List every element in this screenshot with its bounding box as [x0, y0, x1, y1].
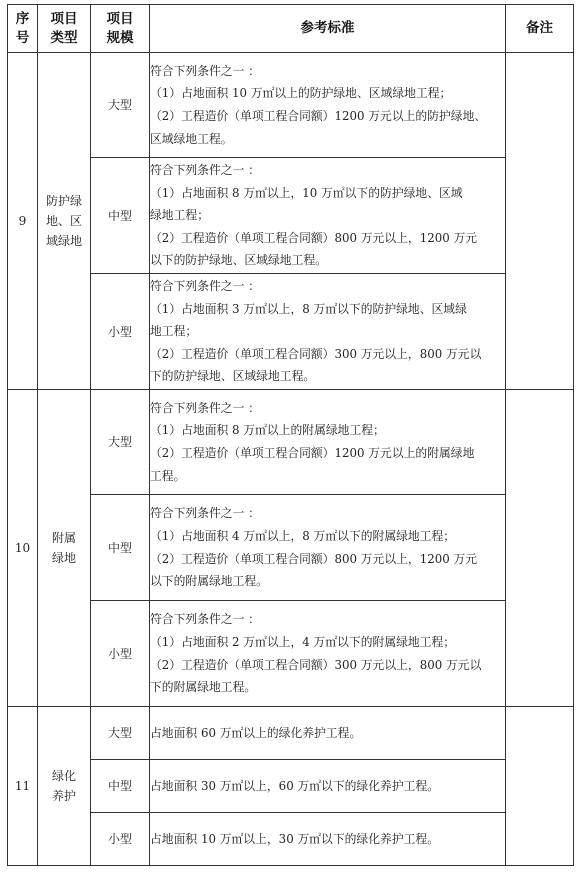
standard-line: 以下的附属绿地工程。 — [150, 574, 268, 589]
header-row — [8, 5, 574, 53]
header-note: 备注 — [506, 5, 574, 53]
table-row — [8, 495, 574, 601]
standard-line: 占地面积 60 万㎡以上的绿化养护工程。 — [150, 725, 362, 740]
project-type-line: 地、区 — [45, 214, 82, 228]
project-type-line: 防护绿 — [45, 194, 82, 208]
project-scale-cell: 大型 — [91, 390, 150, 495]
standard-cell — [150, 158, 506, 274]
standard-line: 区域绿地工程。 — [150, 131, 233, 146]
table-body — [8, 53, 574, 866]
table-row — [8, 274, 574, 390]
project-scale-cell: 大型 — [91, 707, 150, 760]
seq-cell: 11 — [8, 707, 38, 866]
standard-cell — [150, 390, 506, 495]
standard-line: 占地面积 30 万㎡以上，60 万㎡以下的绿化养护工程。 — [150, 778, 440, 793]
standard-line: （2）工程造价（单项工程合同额）1200 万元以上的防护绿地、 — [150, 109, 487, 123]
project-type-cell — [38, 53, 91, 390]
note-cell — [506, 53, 574, 390]
project-type-cell — [38, 390, 91, 707]
standard-line: （2）工程造价（单项工程合同额）300 万元以上，800 万元以 — [150, 346, 482, 361]
standard-line: （2）工程造价（单项工程合同额）300 万元以上，800 万元以 — [150, 657, 482, 672]
standard-line: （1）占地面积 10 万㎡以上的防护绿地、区域绿地工程； — [150, 86, 452, 101]
standard-line: 符合下列条件之一 ： — [150, 400, 260, 415]
project-scale-cell: 小型 — [91, 813, 150, 866]
project-scale-cell: 中型 — [91, 495, 150, 601]
standard-line: （1）占地面积 3 万㎡以上，8 万㎡以下的防护绿地、区域绿 — [150, 301, 467, 316]
standard-line: 符合下列条件之一 ： — [150, 63, 260, 78]
standard-cell — [150, 707, 506, 760]
table-row — [8, 813, 574, 866]
project-scale-cell: 小型 — [91, 601, 150, 707]
table-row — [8, 53, 574, 158]
header-standard: 参考标准 — [150, 5, 506, 53]
table-row — [8, 601, 574, 707]
standard-line: （1）占地面积 4 万㎡以上，8 万㎡以下的附属绿地工程； — [150, 528, 456, 543]
standard-line: 下的附属绿地工程。 — [150, 680, 257, 695]
table-row — [8, 390, 574, 495]
table-row — [8, 760, 574, 813]
header-project-scale: 项目 规模 — [91, 5, 150, 53]
standard-cell — [150, 813, 506, 866]
note-cell — [506, 707, 574, 866]
header-seq: 序 号 — [8, 5, 38, 53]
seq-cell: 10 — [8, 390, 38, 707]
project-scale-cell: 小型 — [91, 274, 150, 390]
standard-line: 绿地工程； — [150, 208, 209, 223]
project-type-line: 绿地 — [51, 551, 76, 565]
project-type-line: 域绿地 — [45, 234, 82, 248]
seq-cell: 9 — [8, 53, 38, 390]
standard-line: 工程。 — [150, 468, 186, 483]
header-project-type: 项目 类型 — [38, 5, 91, 53]
table-row — [8, 158, 574, 274]
project-scale-cell: 中型 — [91, 760, 150, 813]
standard-line: （2）工程造价（单项工程合同额）800 万元以上，1200 万元 — [150, 551, 478, 566]
project-type-line: 附属 — [51, 531, 76, 545]
standard-line: 符合下列条件之一 ： — [150, 163, 260, 178]
standard-line: 下的防护绿地、区域绿地工程。 — [150, 369, 316, 384]
standard-cell — [150, 495, 506, 601]
standard-line: （1）占地面积 8 万㎡以上的附属绿地工程； — [150, 423, 385, 438]
project-type-cell — [38, 707, 91, 866]
project-type-line: 绿化 — [51, 769, 76, 783]
project-type-line: 养护 — [51, 789, 76, 803]
standard-line: 占地面积 10 万㎡以上，30 万㎡以下的绿化养护工程。 — [150, 831, 440, 846]
standard-cell — [150, 53, 506, 158]
standards-table — [7, 4, 574, 866]
standard-line: （2）工程造价（单项工程合同额）800 万元以上，1200 万元 — [150, 230, 478, 245]
standard-cell — [150, 274, 506, 390]
standard-line: 地工程； — [150, 324, 198, 339]
project-scale-cell: 中型 — [91, 158, 150, 274]
standard-line: （2）工程造价（单项工程合同额）1200 万元以上的附属绿地 — [150, 446, 475, 460]
standard-cell — [150, 760, 506, 813]
standard-line: 以下的防护绿地、区域绿地工程。 — [150, 253, 327, 268]
note-cell — [506, 390, 574, 707]
standard-line: 符合下列条件之一 ： — [150, 279, 260, 294]
standard-line: 符合下列条件之一 ： — [150, 506, 260, 521]
standard-line: （1）占地面积 8 万㎡以上，10 万㎡以下的防护绿地、区域 — [150, 185, 463, 200]
standard-cell — [150, 601, 506, 707]
standard-line: 符合下列条件之一 ： — [150, 612, 260, 627]
table-row — [8, 707, 574, 760]
project-scale-cell: 大型 — [91, 53, 150, 158]
standard-line: （1）占地面积 2 万㎡以上，4 万㎡以下的附属绿地工程； — [150, 634, 456, 649]
